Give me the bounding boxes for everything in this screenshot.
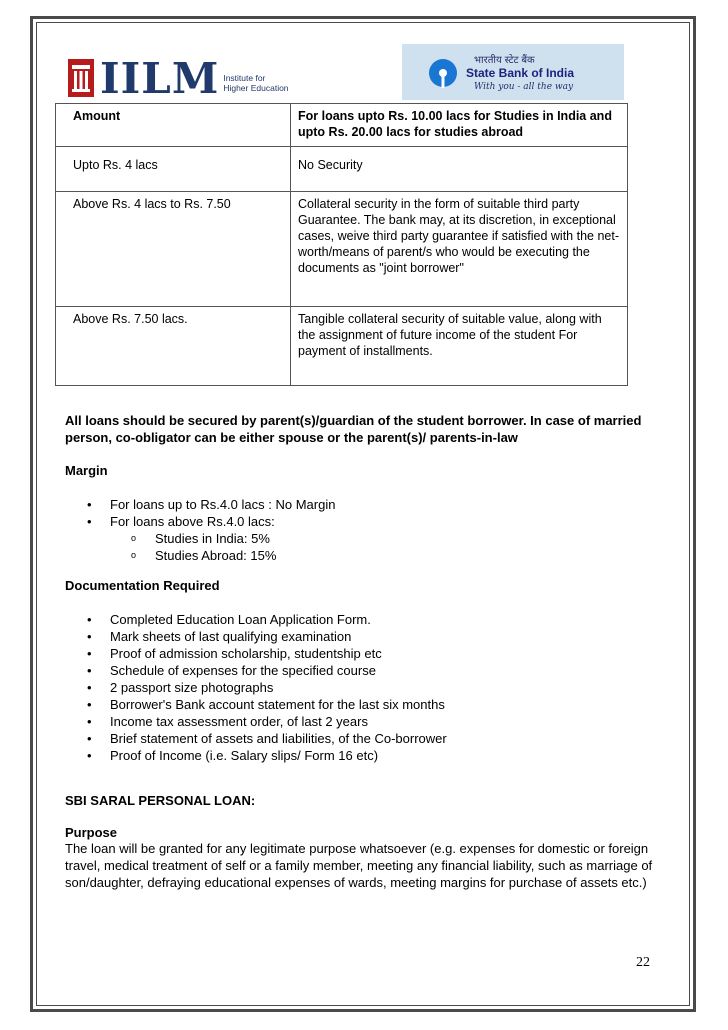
purpose-heading: Purpose bbox=[65, 825, 118, 840]
list-item: • Income tax assessment order, of last 2 years bbox=[65, 713, 665, 730]
iilm-crest-icon bbox=[66, 57, 96, 101]
sbi-tagline: With you - all the way bbox=[474, 82, 574, 92]
list-item: • Brief statement of assets and liabilities, of the Co-borrower bbox=[65, 730, 665, 747]
table-header-row bbox=[56, 104, 628, 147]
sbi-logo-banner bbox=[402, 44, 624, 100]
iilm-subtitle-line-2: Higher Education bbox=[223, 83, 289, 93]
list-subitem: o Studies Abroad: 15% bbox=[65, 547, 665, 564]
secured-note: All loans should be secured by parent(s)/guardian of the student borrower. In case of married person, co-obligator can be either spouse or the parent(s)/ parents-in-law bbox=[65, 413, 642, 445]
list-item: • Proof of admission scholarship, studentship etc bbox=[65, 645, 665, 662]
table-cell: No Security bbox=[291, 147, 628, 192]
table-header-cell: Amount bbox=[56, 104, 291, 147]
table-cell: Collateral security in the form of suitable third party Guarantee. The bank may, at its discretion, in exceptional cases, weive third party guarantee if satisfied with the net-worth/means of parent/s who would be executing the documents as "joint borrower" bbox=[291, 192, 628, 307]
list-item: • Schedule of expenses for the specified course bbox=[65, 662, 665, 679]
list-item: • Borrower's Bank account statement for the last six months bbox=[65, 696, 665, 713]
documentation-heading: Documentation Required bbox=[65, 578, 220, 593]
list-item: • For loans up to Rs.4.0 lacs : No Margin bbox=[65, 496, 665, 513]
list-item: • Completed Education Loan Application Form. bbox=[65, 611, 665, 628]
table-row bbox=[56, 307, 628, 386]
table-cell: Above Rs. 7.50 lacs. bbox=[56, 307, 291, 386]
list-item: • For loans above Rs.4.0 lacs: bbox=[65, 513, 665, 530]
saral-heading: SBI SARAL PERSONAL LOAN: bbox=[65, 793, 256, 808]
list-subitem: o Studies in India: 5% bbox=[65, 530, 665, 547]
table-row bbox=[56, 147, 628, 192]
list-item: • 2 passport size photographs bbox=[65, 679, 665, 696]
table-header-cell: For loans upto Rs. 10.00 lacs for Studies in India and upto Rs. 20.00 lacs for studies abroad bbox=[291, 104, 628, 147]
page-number: 22 bbox=[636, 955, 650, 970]
list-item: • Proof of Income (i.e. Salary slips/ Form 16 etc) bbox=[65, 747, 665, 764]
margin-heading: Margin bbox=[65, 463, 108, 478]
sbi-name: State Bank of India bbox=[466, 66, 575, 80]
table-cell: Upto Rs. 4 lacs bbox=[56, 147, 291, 192]
documentation-list bbox=[65, 611, 665, 764]
iilm-logo bbox=[66, 54, 289, 104]
loan-security-table bbox=[55, 103, 628, 386]
list-item: • Mark sheets of last qualifying examination bbox=[65, 628, 665, 645]
iilm-wordmark: IILM bbox=[100, 54, 220, 103]
iilm-subtitle-line-1: Institute for bbox=[223, 73, 266, 83]
margin-list bbox=[65, 496, 665, 564]
iilm-subtitle bbox=[223, 73, 288, 93]
table-cell: Tangible collateral security of suitable value, along with the assignment of future income of the student For payment of installments. bbox=[291, 307, 628, 386]
sbi-keyhole-icon bbox=[428, 58, 458, 88]
table-row bbox=[56, 192, 628, 307]
table-cell: Above Rs. 4 lacs to Rs. 7.50 bbox=[56, 192, 291, 307]
sbi-hindi-name: भारतीय स्टेट बैंक bbox=[474, 55, 535, 66]
purpose-text: The loan will be granted for any legitimate purpose whatsoever (e.g. expenses for domestic or foreign travel, medical treatment of self or a family member, meeting any financial liability, such as marriage of son/daughter, defraying educational expenses of wards, meeting margins for purchase of assets etc.) bbox=[65, 841, 653, 890]
